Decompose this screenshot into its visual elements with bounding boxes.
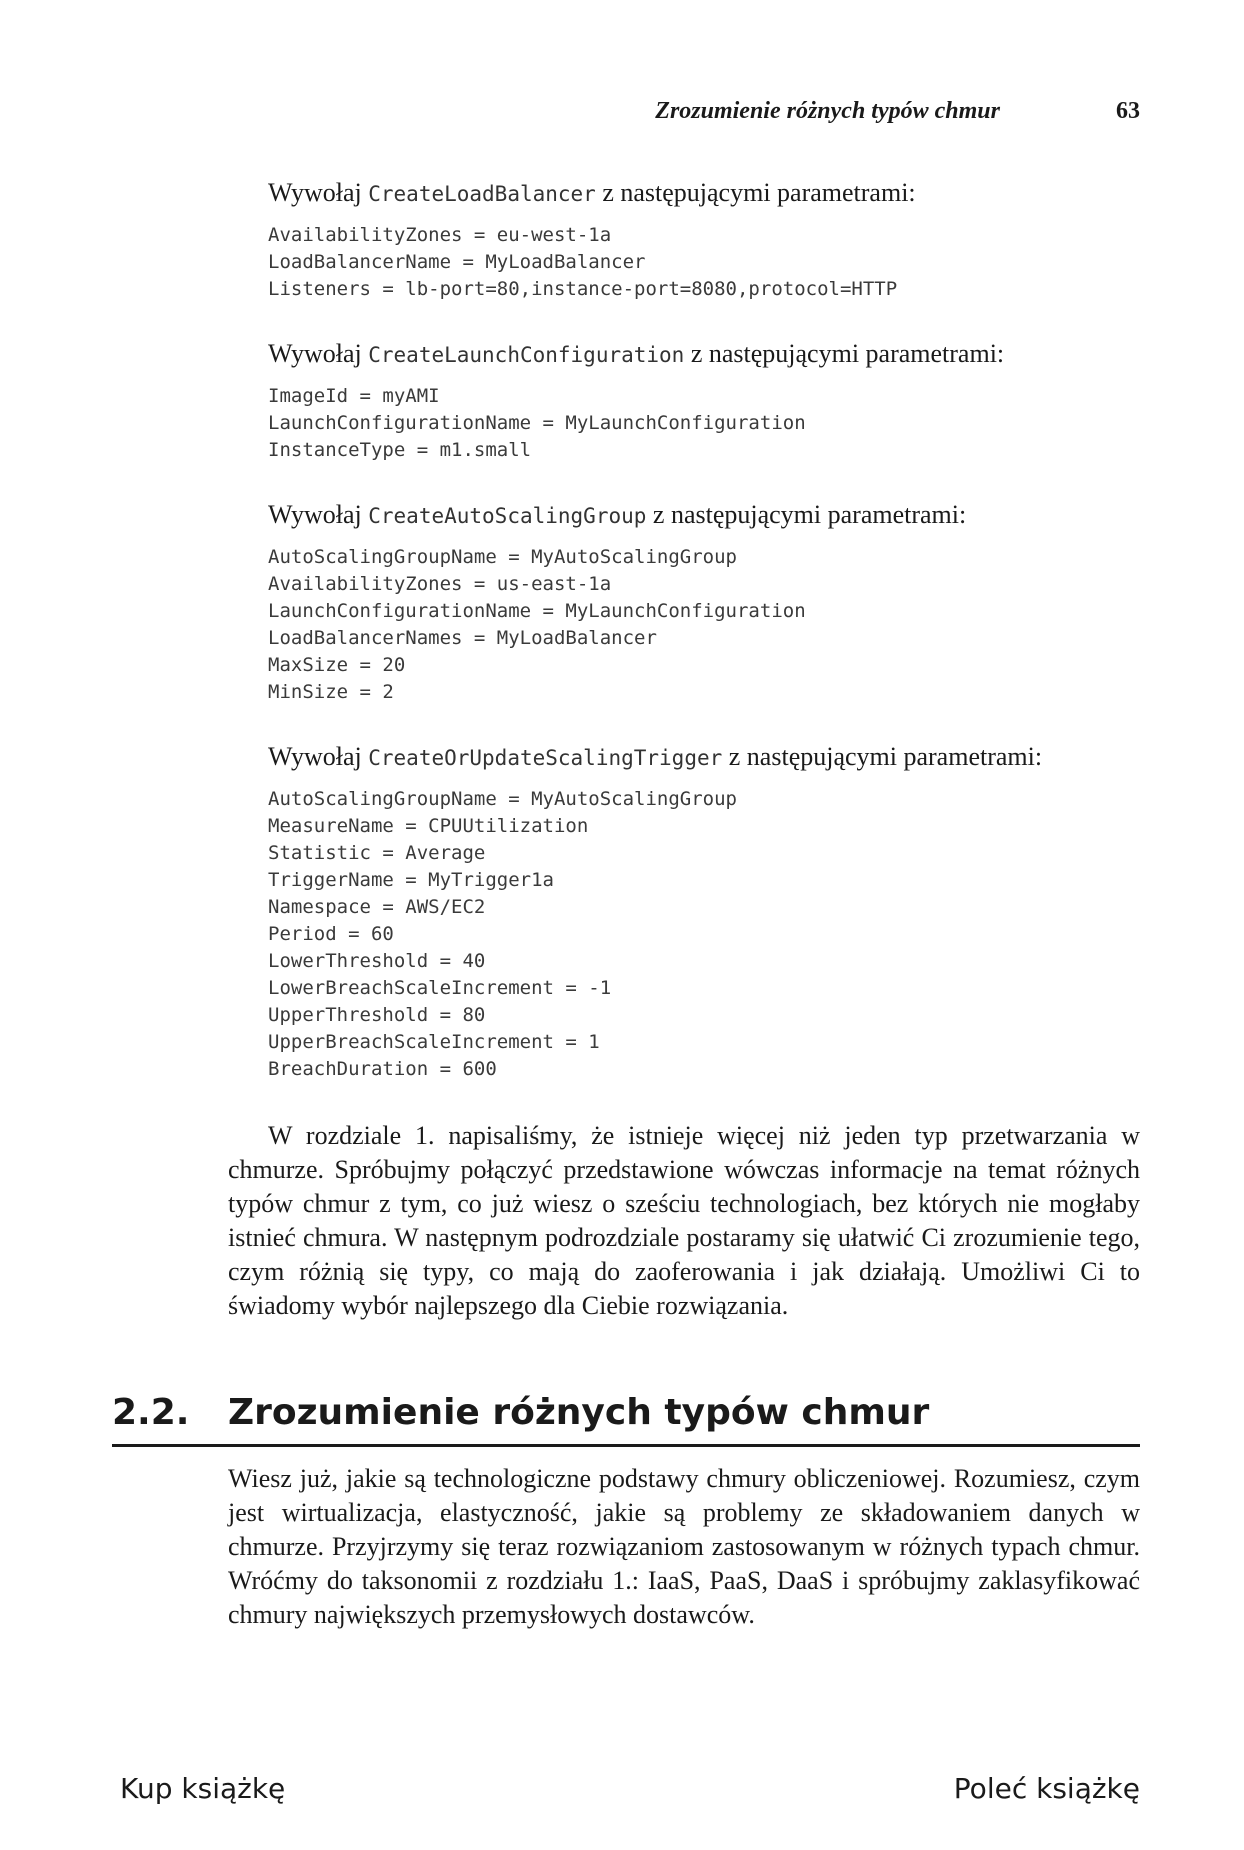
code-line: Statistic = Average <box>268 842 486 864</box>
code-line: Listeners = lb-port=80,instance-port=8080,protocol=HTTP <box>268 278 898 300</box>
code-line: LoadBalancerName = MyLoadBalancer <box>268 251 646 273</box>
call-prefix: Wywołaj <box>268 178 362 207</box>
code-line: Namespace = AWS/EC2 <box>268 896 486 918</box>
code-line: LaunchConfigurationName = MyLaunchConfiguration <box>268 412 806 434</box>
code-block <box>268 544 1140 706</box>
code-line: UpperThreshold = 80 <box>268 1004 486 1026</box>
code-line: AutoScalingGroupName = MyAutoScalingGroup <box>268 788 737 810</box>
code-block <box>268 786 1140 1083</box>
call-suffix: z następującymi parametrami: <box>728 742 1043 771</box>
main-content <box>228 178 1140 1323</box>
code-line: Period = 60 <box>268 923 394 945</box>
code-line: LaunchConfigurationName = MyLaunchConfiguration <box>268 600 806 622</box>
section-title: Zrozumienie różnych typów chmur <box>228 1392 930 1433</box>
api-call-intro <box>268 500 1140 530</box>
code-line: AutoScalingGroupName = MyAutoScalingGroup <box>268 546 737 568</box>
api-call-intro <box>268 339 1140 369</box>
api-call-intro <box>268 178 1140 208</box>
code-line: LowerThreshold = 40 <box>268 950 486 972</box>
call-prefix: Wywołaj <box>268 500 362 529</box>
code-line: LoadBalancerNames = MyLoadBalancer <box>268 627 657 649</box>
code-line: AvailabilityZones = us-east-1a <box>268 573 612 595</box>
page-number: 63 <box>1116 98 1140 124</box>
intro-paragraph: W rozdziale 1. napisaliśmy, że istnieje więcej niż jeden typ przetwarzania w chmurze. Spróbujmy połączyć przedstawione wówczas informacje na temat różnych typów chmur z tym, co już wiesz o sześciu technologiach, bez których nie mogłaby istnieć chmura. W następnym podrozdziale postaramy się ułatwić Ci zrozumienie tego, czym różnią się typy, co mają do zaoferowania i jak działają. Umożliwi Ci to świadomy wybór najlepszego dla Ciebie rozwiązania. <box>228 1121 1140 1320</box>
code-line: MeasureName = CPUUtilization <box>268 815 589 837</box>
section-heading <box>112 1392 1140 1447</box>
call-suffix: z następującymi parametrami: <box>602 178 916 207</box>
code-line: ImageId = myAMI <box>268 385 440 407</box>
call-prefix: Wywołaj <box>268 742 362 771</box>
call-suffix: z następującymi parametrami: <box>690 339 1005 368</box>
recommend-book-link[interactable]: Poleć książkę <box>953 1772 1140 1805</box>
code-line: LowerBreachScaleIncrement = -1 <box>268 977 612 999</box>
call-prefix: Wywołaj <box>268 339 362 368</box>
function-name: CreateOrUpdateScalingTrigger <box>368 746 723 770</box>
call-suffix: z następującymi parametrami: <box>652 500 967 529</box>
code-line: AvailabilityZones = eu-west-1a <box>268 224 612 246</box>
api-call-intro <box>268 742 1140 772</box>
code-block <box>268 383 1140 464</box>
code-line: InstanceType = m1.small <box>268 439 532 461</box>
running-title: Zrozumienie różnych typów chmur <box>655 98 1000 124</box>
function-name: CreateLaunchConfiguration <box>368 343 685 367</box>
function-name: CreateLoadBalancer <box>368 182 596 206</box>
code-line: MaxSize = 20 <box>268 654 406 676</box>
running-header <box>0 98 1140 130</box>
section-number: 2.2. <box>112 1392 190 1433</box>
code-line: TriggerName = MyTrigger1a <box>268 869 554 891</box>
function-name: CreateAutoScalingGroup <box>368 504 647 528</box>
buy-book-link[interactable]: Kup książkę <box>120 1772 286 1805</box>
code-block <box>268 222 1140 303</box>
code-line: UpperBreachScaleIncrement = 1 <box>268 1031 600 1053</box>
code-line: MinSize = 2 <box>268 681 394 703</box>
section-paragraph: Wiesz już, jakie są technologiczne podstawy chmury obliczeniowej. Rozumiesz, czym jest wirtualizacja, elastyczność, jakie są problemy ze składowaniem danych w chmurze. Przyjrzymy się teraz rozwiązaniom zastosowanym w różnych typach chmur. Wróćmy do taksonomii z rozdziału 1.: IaaS, PaaS, DaaS i spróbujmy zaklasyfikować chmury największych przemysłowych dostawców. <box>228 1464 1140 1629</box>
code-line: BreachDuration = 600 <box>268 1058 497 1080</box>
